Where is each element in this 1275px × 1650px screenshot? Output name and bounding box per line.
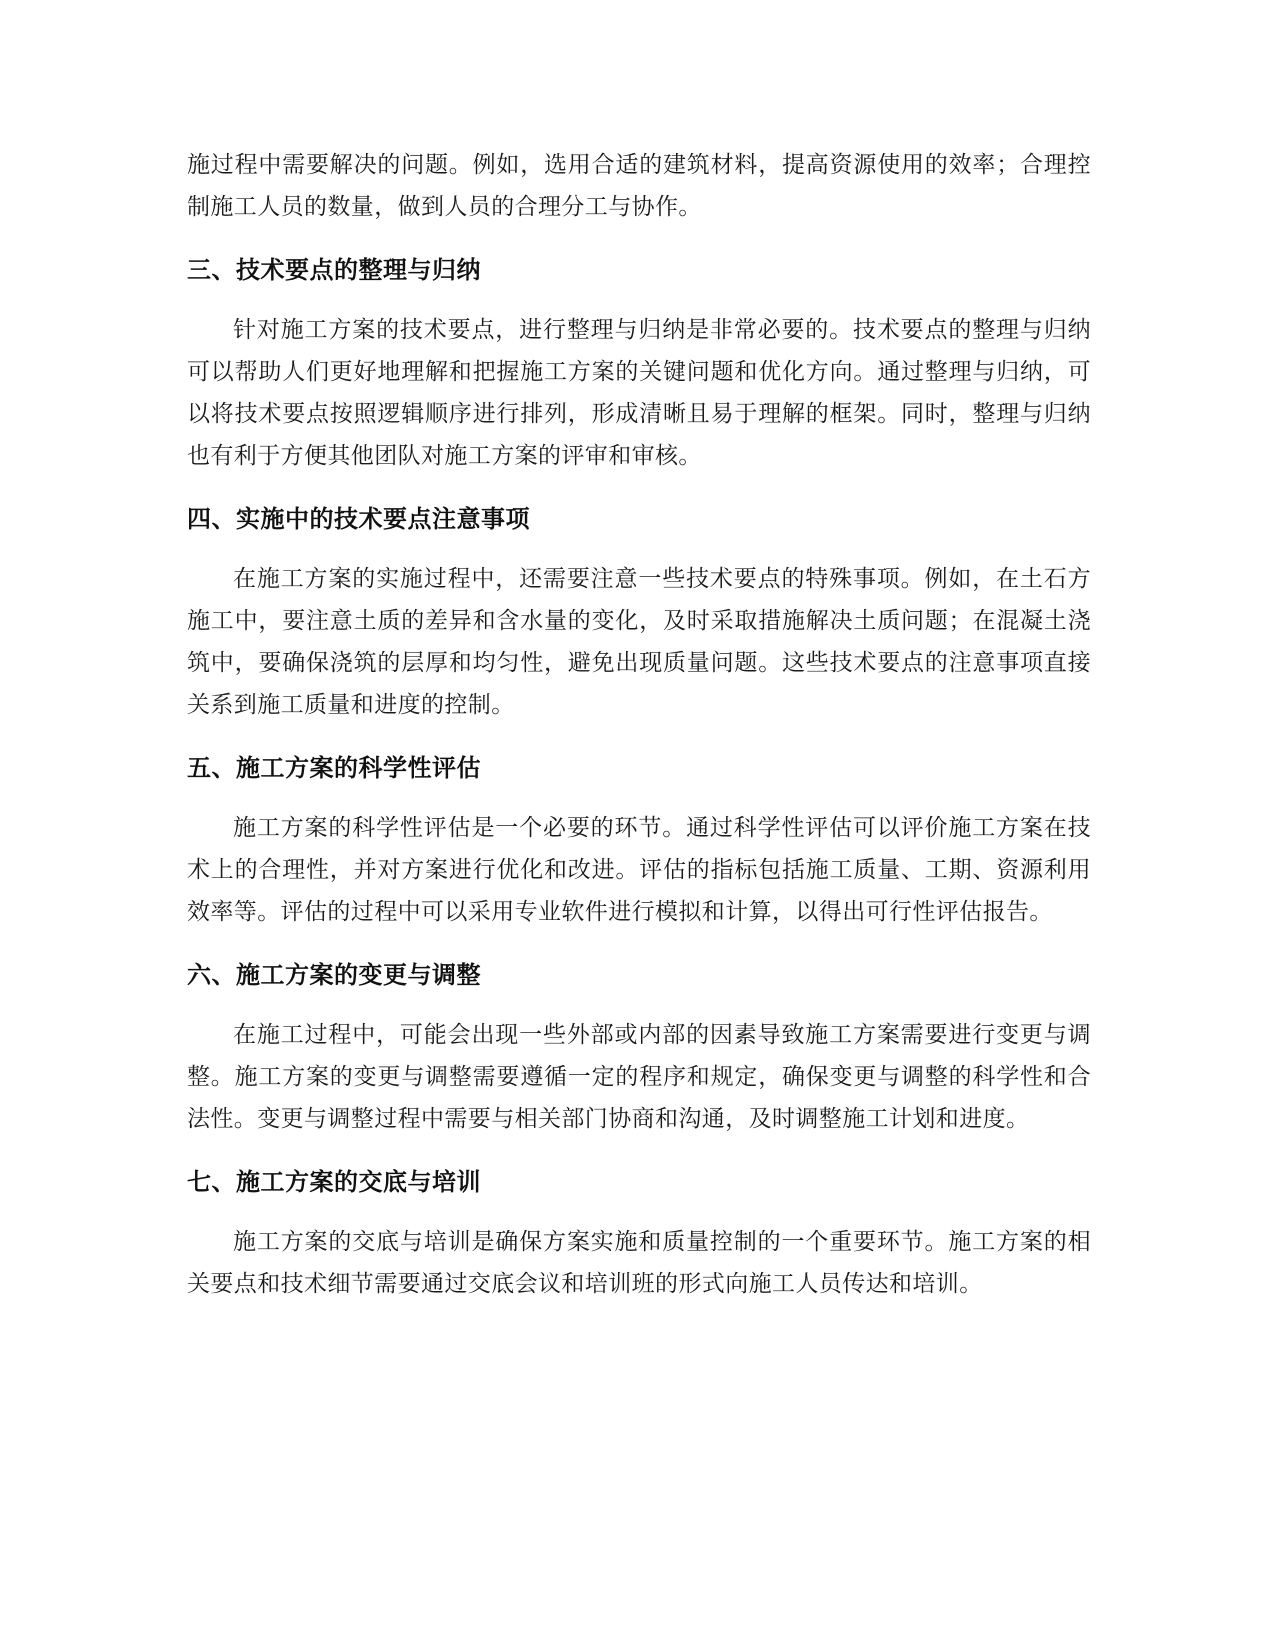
section-body-4: 在施工方案的实施过程中，还需要注意一些技术要点的特殊事项。例如，在土石方施工中，要注意土质的差异和含水量的变化，及时采取措施解决土质问题；在混凝土浇筑中，要确保浇筑的层厚和均匀性，避免出现质量问题。这些技术要点的注意事项直接关系到施工质量和进度的控制。 xyxy=(187,566,1091,718)
section-body-6: 在施工过程中，可能会出现一些外部或内部的因素导致施工方案需要进行变更与调整。施工方案的变更与调整需要遵循一定的程序和规定，确保变更与调整的科学性和合法性。变更与调整过程中需要与相关部门协商和沟通，及时调整施工计划和进度。 xyxy=(187,1022,1091,1132)
section-heading-5: 五、施工方案的科学性评估 xyxy=(187,754,481,782)
section-heading-4: 四、实施中的技术要点注意事项 xyxy=(187,505,530,533)
section-body-7: 施工方案的交底与培训是确保方案实施和质量控制的一个重要环节。施工方案的相关要点和技术细节需要通过交底会议和培训班的形式向施工人员传达和培训。 xyxy=(187,1229,1091,1297)
document-body xyxy=(187,144,1091,1305)
section-body-3: 针对施工方案的技术要点，进行整理与归纳是非常必要的。技术要点的整理与归纳可以帮助人们更好地理解和把握施工方案的关键问题和优化方向。通过整理与归纳，可以将技术要点按照逻辑顺序进行排列，形成清晰且易于理解的框架。同时，整理与归纳也有利于方便其他团队对施工方案的评审和审核。 xyxy=(187,317,1091,469)
section-heading-7: 七、施工方案的交底与培训 xyxy=(187,1168,481,1196)
section-heading-3: 三、技术要点的整理与归纳 xyxy=(187,256,481,284)
section-body-5: 施工方案的科学性评估是一个必要的环节。通过科学性评估可以评价施工方案在技术上的合理性，并对方案进行优化和改进。评估的指标包括施工质量、工期、资源利用效率等。评估的过程中可以采用专业软件进行模拟和计算，以得出可行性评估报告。 xyxy=(187,815,1091,925)
section-heading-6: 六、施工方案的变更与调整 xyxy=(187,961,481,989)
intro-paragraph: 施过程中需要解决的问题。例如，选用合适的建筑材料，提高资源使用的效率；合理控制施工人员的数量，做到人员的合理分工与协作。 xyxy=(187,152,1091,220)
